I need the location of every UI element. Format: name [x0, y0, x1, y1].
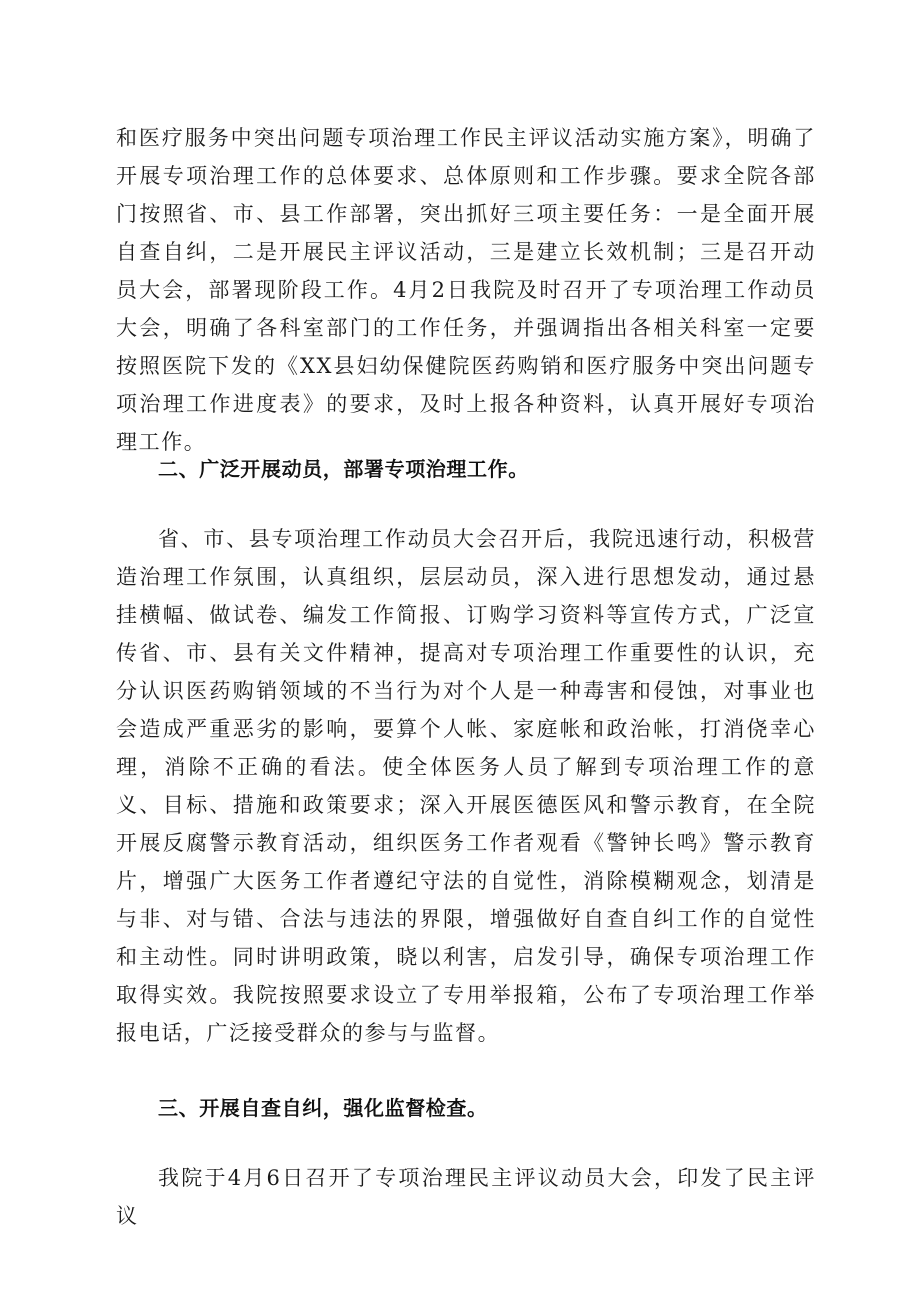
- body-paragraph-2: 省、市、县专项治理工作动员大会召开后，我院迅速行动，积极营造治理工作氛围，认真组织，层层动员，深入进行思想发动，通过悬挂横幅、做试卷、编发工作简报、订购学习资料等宣传方式，广泛宣传省、市、县有关文件精神，提高对专项治理工作重要性的认识，充分认识医药购销领域的不当行为对个人是一种毒害和侵蚀，对事业也会造成严重恶劣的影响，要算个人帐、家庭帐和政治帐，打消侥幸心理，消除不正确的看法。使全体医务人员了解到专项治理工作的意义、目标、措施和政策要求；深入开展医德医风和警示教育，在全院开展反腐警示教育活动，组织医务工作者观看《警钟长鸣》警示教育片，增强广大医务工作者遵纪守法的自觉性，消除模糊观念，划清是与非、对与错、合法与违法的界限，增强做好自查自纠工作的自觉性和主动性。同时讲明政策，晓以利害，启发引导，确保专项治理工作取得实效。我院按照要求设立了专用举报箱，公布了专项治理工作举报电话，广泛接受群众的参与与监督。: [116, 527, 816, 1045]
- section-heading-3: 三、开展自查自纠，强化监督检查。: [158, 1096, 488, 1120]
- body-paragraph-3: 我院于4月6日召开了专项治理民主评议动员大会，印发了民主评议: [116, 1166, 816, 1228]
- section-heading-2: 二、广泛开展动员，部署专项治理工作。: [158, 457, 529, 481]
- body-paragraph-1: 和医疗服务中突出问题专项治理工作民主评议活动实施方案》，明确了开展专项治理工作的总体要求、总体原则和工作步骤。要求全院各部门按照省、市、县工作部署，突出抓好三项主要任务：一是全面开展自查自纠，二是开展民主评议活动，三是建立长效机制；三是召开动员大会，部署现阶段工作。4月2日我院及时召开了专项治理工作动员大会，明确了各科室部门的工作任务，并强调指出各相关科室一定要按照医院下发的《XX县妇幼保健院医药购销和医疗服务中突出问题专项治理工作进度表》的要求，及时上报各种资料，认真开展好专项治理工作。: [116, 126, 816, 454]
